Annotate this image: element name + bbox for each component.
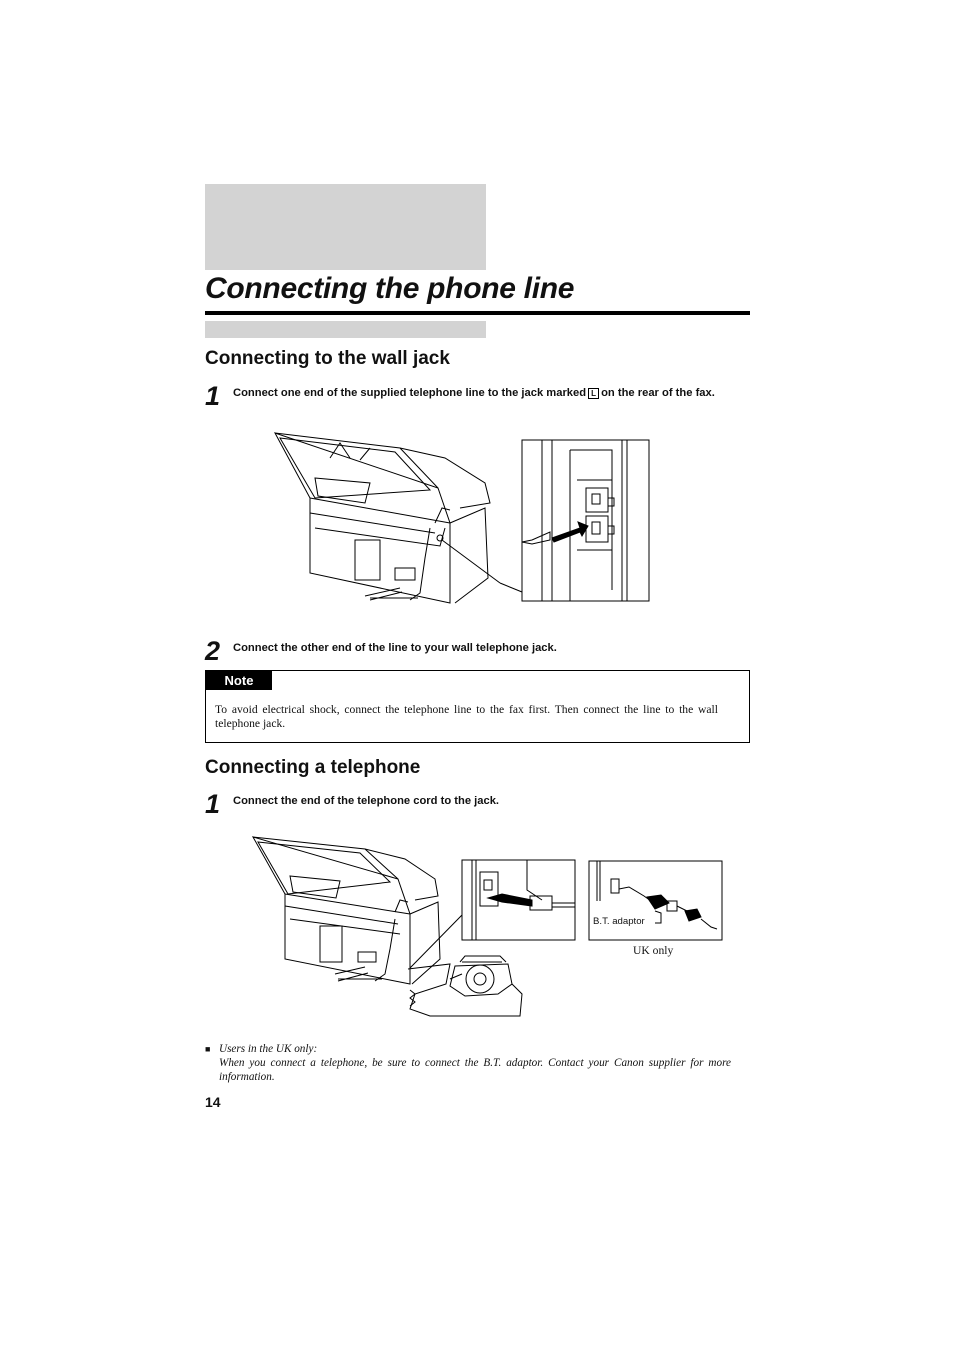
footnote-bullet: ■ <box>205 1044 211 1054</box>
step-instruction: Connect the other end of the line to your wall telephone jack. <box>233 642 557 654</box>
step-number: 1 <box>205 381 221 411</box>
bt-adaptor-label: B.T. adaptor <box>593 916 645 927</box>
note-label: Note <box>206 671 272 690</box>
section-heading-wall-jack: Connecting to the wall jack <box>205 348 450 369</box>
section-heading-telephone: Connecting a telephone <box>205 757 421 778</box>
step-instruction: Connect the end of the telephone cord to the jack. <box>233 795 500 807</box>
bt-adaptor-illustration <box>589 861 723 941</box>
step-text-part: on the rear of the fax. <box>601 387 715 399</box>
step-number: 1 <box>205 789 221 819</box>
step-number: 2 <box>205 636 221 666</box>
footnote-line-2: When you connect a telephone, be sure to connect the B.T. adaptor. Contact your Canon supplier for more information. <box>219 1057 731 1083</box>
footnote-line-1: Users in the UK only: <box>219 1043 318 1055</box>
page-number: 14 <box>205 1094 221 1110</box>
line-jack-symbol: L <box>588 388 599 399</box>
uk-only-caption: UK only <box>633 944 674 957</box>
step-text-part: Connect one end of the supplied telephone line to the jack marked <box>233 387 587 399</box>
chapter-title: Connecting the phone line <box>205 272 575 305</box>
note-text: To avoid electrical shock, connect the telephone line to the fax first. Then connect the line to the wall telephone jack. <box>215 703 718 730</box>
